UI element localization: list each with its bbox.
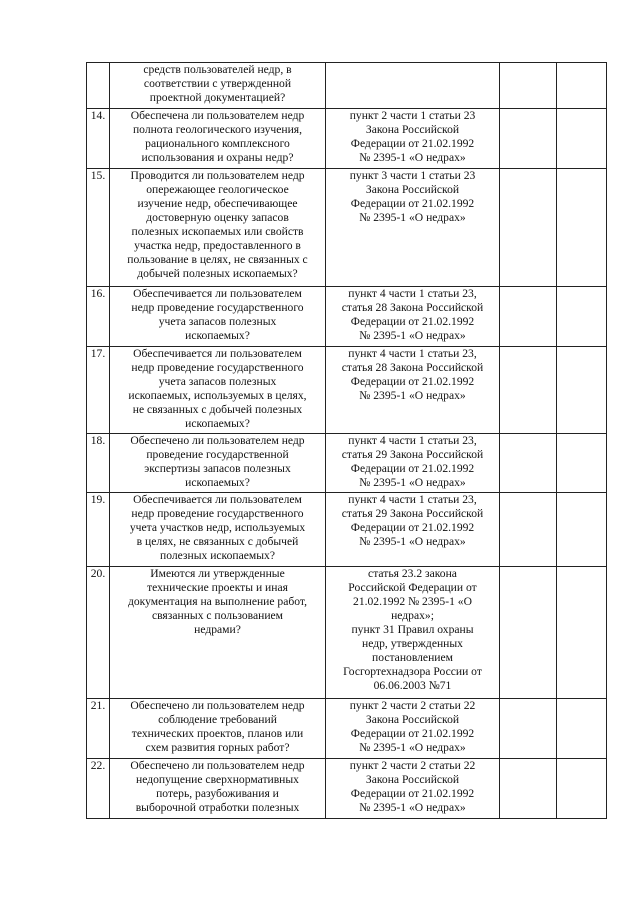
note-cell (557, 759, 607, 819)
question-cell-text: Проводится ли пользователем недр опережающее геологическое изучение недр, обеспечивающее достоверную оценку запасов полезных ископаемых или свойств участка недр, предоставленного в пользование в целях, не связанных с добычей полезных ископаемых? (127, 169, 308, 280)
legal-reference-cell-text: пункт 2 части 1 статьи 23 Закона Российской Федерации от 21.02.1992 № 2395-1 «О недрах» (349, 109, 476, 164)
note-cell (557, 347, 607, 434)
legal-reference-cell (326, 169, 500, 287)
legal-reference-cell-text: статья 23.2 закона Российской Федерации от 21.02.1992 № 2395-1 «О недрах»; пункт 31 Правил охраны недр, утвержденных постановлением Госгортехнадзора России от 06.06.2003 №71 (343, 567, 482, 692)
answer-cell (500, 699, 557, 759)
legal-reference-cell (326, 63, 500, 109)
legal-reference-cell-text: пункт 3 части 1 статьи 23 Закона Российской Федерации от 21.02.1992 № 2395-1 «О недрах» (349, 169, 476, 224)
legal-reference-cell (326, 434, 500, 493)
row-number (87, 434, 110, 493)
row-number-text: 19. (90, 493, 106, 506)
table-row (87, 493, 607, 567)
question-cell-text: Обеспечено ли пользователем недр недопущение сверхнормативных потерь, разубоживания и выборочной отработки полезных (130, 759, 305, 814)
table-row (87, 759, 607, 819)
legal-reference-cell (326, 287, 500, 347)
table-row (87, 347, 607, 434)
question-cell-text: Обеспечена ли пользователем недр полнота геологического изучения, рационального комплексного использования и охраны недр? (130, 109, 305, 164)
row-number-text: 21. (90, 699, 106, 712)
legal-reference-cell-text: пункт 4 части 1 статьи 23, статья 28 Закона Российской Федерации от 21.02.1992 № 2395-1 «О недрах» (341, 287, 484, 342)
answer-cell (500, 287, 557, 347)
row-number-text: 14. (90, 109, 106, 122)
row-number (87, 759, 110, 819)
row-number (87, 493, 110, 567)
legal-reference-cell-text: пункт 2 части 2 статьи 22 Закона Российской Федерации от 21.02.1992 № 2395-1 «О недрах» (349, 699, 476, 754)
row-number (87, 169, 110, 287)
note-cell (557, 567, 607, 699)
note-cell (557, 63, 607, 109)
question-cell (110, 493, 326, 567)
row-number-text: 20. (90, 567, 106, 580)
answer-cell (500, 434, 557, 493)
row-number-text: 16. (90, 287, 106, 300)
question-cell (110, 169, 326, 287)
legal-reference-cell (326, 347, 500, 434)
question-cell-text: средств пользователей недр, в соответствии с утвержденной проектной документацией? (143, 63, 292, 104)
note-cell (557, 699, 607, 759)
question-cell (110, 109, 326, 169)
row-number (87, 699, 110, 759)
question-cell-text: Имеются ли утвержденные технические проекты и иная документация на выполнение работ, связанных с пользованием недрами? (127, 567, 308, 636)
table-row (87, 567, 607, 699)
question-cell (110, 287, 326, 347)
legal-reference-cell-text: пункт 4 части 1 статьи 23, статья 28 Закона Российской Федерации от 21.02.1992 № 2395-1 «О недрах» (341, 347, 484, 402)
row-number-text: 17. (90, 347, 106, 360)
legal-reference-cell (326, 759, 500, 819)
question-cell-text: Обеспечивается ли пользователем недр проведение государственного учета запасов полезных ископаемых, используемых в целях, не связанных с добычей полезных ископаемых? (128, 347, 307, 430)
legal-reference-cell (326, 109, 500, 169)
legal-reference-cell-text: пункт 4 части 1 статьи 23, статья 29 Закона Российской Федерации от 21.02.1992 № 2395-1 «О недрах» (341, 493, 484, 548)
note-cell (557, 287, 607, 347)
answer-cell (500, 567, 557, 699)
answer-cell (500, 759, 557, 819)
table-row (87, 434, 607, 493)
table-row (87, 169, 607, 287)
row-number (87, 567, 110, 699)
question-cell-text: Обеспечено ли пользователем недр проведение государственной экспертизы запасов полезных ископаемых? (130, 434, 305, 489)
table-row (87, 287, 607, 347)
question-cell (110, 63, 326, 109)
checklist-rows (87, 63, 607, 819)
question-cell-text: Обеспечено ли пользователем недр соблюдение требований технических проектов, планов или схем развития горных работ? (130, 699, 305, 754)
answer-cell (500, 109, 557, 169)
legal-reference-cell-text: пункт 4 части 1 статьи 23, статья 29 Закона Российской Федерации от 21.02.1992 № 2395-1 «О недрах» (341, 434, 484, 489)
row-number (87, 347, 110, 434)
table-row (87, 63, 607, 109)
legal-reference-cell (326, 699, 500, 759)
answer-cell (500, 347, 557, 434)
answer-cell (500, 493, 557, 567)
question-cell-text: Обеспечивается ли пользователем недр проведение государственного учета участков недр, используемых в целях, не связанных с добычей полезных ископаемых? (129, 493, 306, 562)
question-cell (110, 759, 326, 819)
question-cell (110, 567, 326, 699)
row-number-text: 18. (90, 434, 106, 447)
question-cell (110, 347, 326, 434)
question-cell (110, 699, 326, 759)
question-cell-text: Обеспечивается ли пользователем недр проведение государственного учета запасов полезных ископаемых? (131, 287, 304, 342)
table-row (87, 699, 607, 759)
answer-cell (500, 169, 557, 287)
checklist-table (86, 62, 607, 819)
table-row (87, 109, 607, 169)
note-cell (557, 493, 607, 567)
note-cell (557, 434, 607, 493)
row-number (87, 63, 110, 109)
note-cell (557, 169, 607, 287)
row-number (87, 109, 110, 169)
legal-reference-cell (326, 567, 500, 699)
legal-reference-cell-text: пункт 2 части 2 статьи 22 Закона Российской Федерации от 21.02.1992 № 2395-1 «О недрах» (349, 759, 476, 814)
note-cell (557, 109, 607, 169)
row-number (87, 287, 110, 347)
row-number-text: 22. (90, 759, 106, 772)
question-cell (110, 434, 326, 493)
legal-reference-cell (326, 493, 500, 567)
answer-cell (500, 63, 557, 109)
row-number-text: 15. (90, 169, 106, 182)
